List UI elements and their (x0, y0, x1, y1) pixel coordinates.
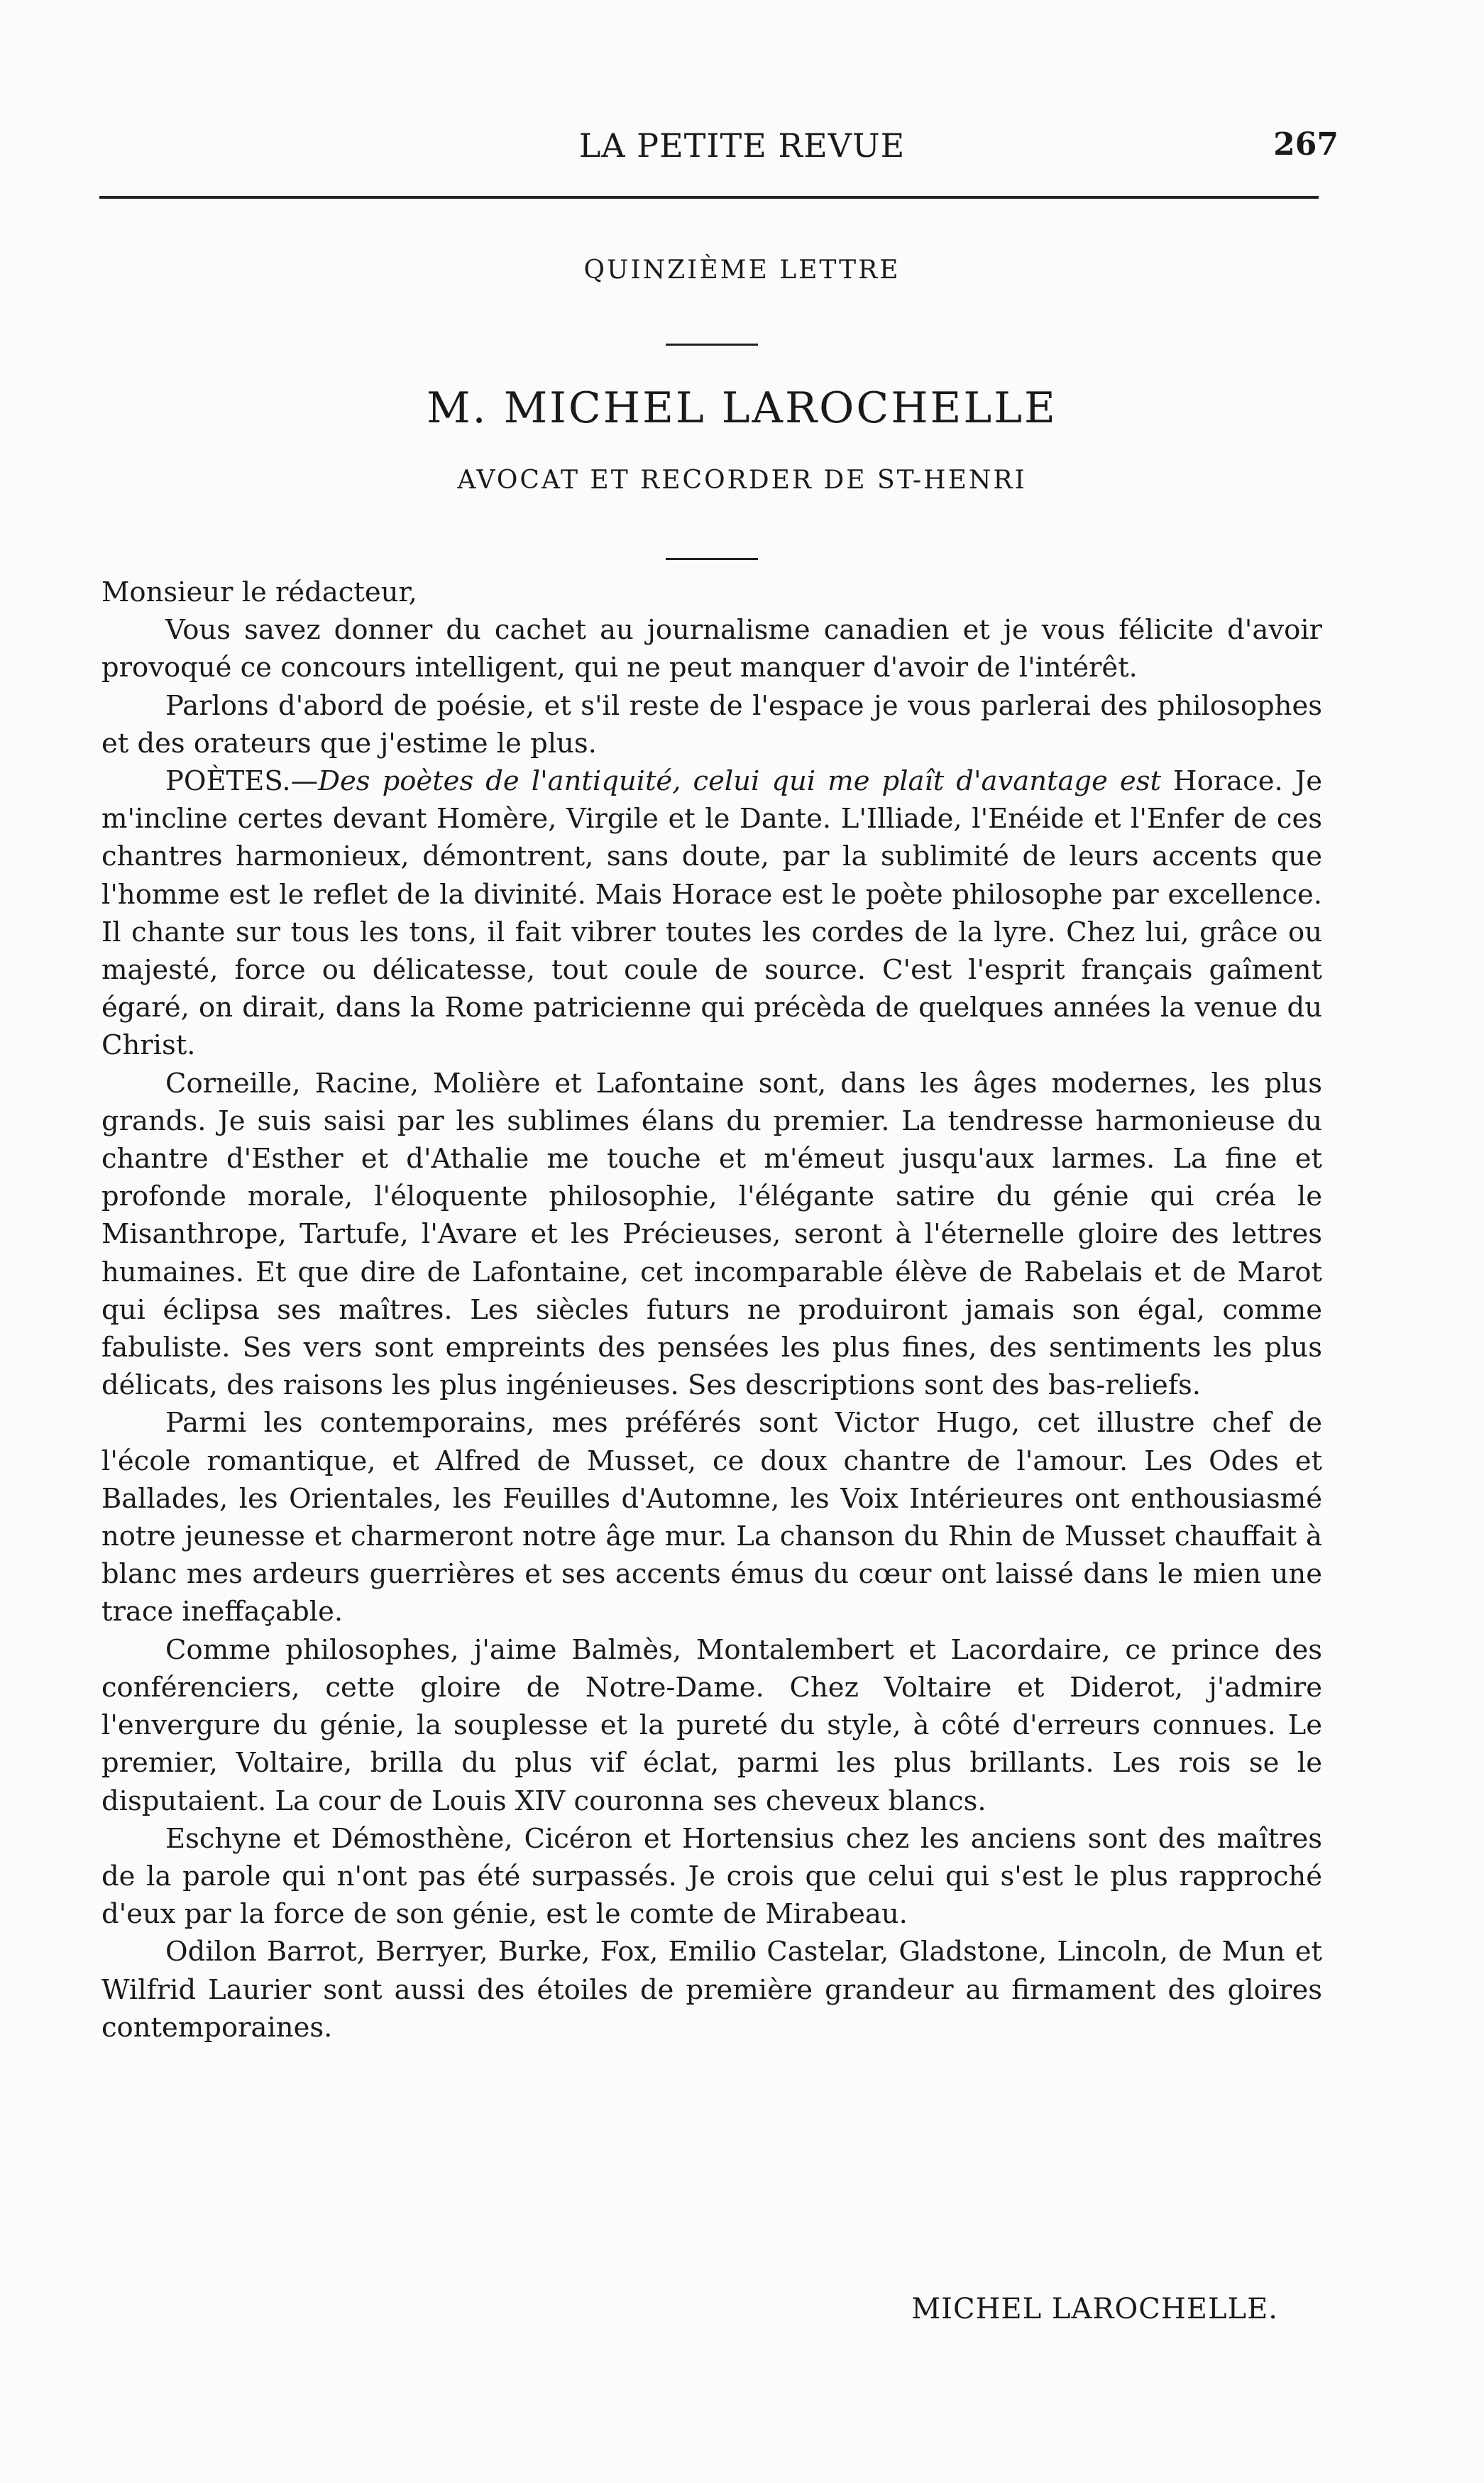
divider-rule (666, 344, 758, 346)
running-header (0, 126, 1484, 169)
header-rule (99, 196, 1319, 199)
journal-title: LA PETITE REVUE (578, 126, 906, 165)
paragraph: Comme philosophes, j'aime Balmès, Montalembert et Lacordaire, ce prince des conférenciers, cette gloire de Notre-Dame. Chez Voltaire et Diderot, j'admire l'envergure du génie, la souplesse et la pureté du style, à côté d'erreurs connues. Le premier, Voltaire, brilla du plus vif éclat, parmi les plus brillants. Les rois se le disputaient. La cour de Louis XIV couronna ses cheveux blancs. (101, 1633, 1322, 1817)
paragraph: Corneille, Racine, Molière et Lafontaine sont, dans les âges modernes, les plus grands. Je suis saisi par les sublimes élans du premier. La tendresse harmonieuse du chantre d'Esther et d'Athalie me touche et m'émeut jusqu'aux larmes. La fine et profonde morale, l'éloquente philosophie, l'élégante satire du génie qui créa le Misanthrope, Tartufe, l'Avare et les Précieuses, seront à l'éternelle gloire des lettres humaines. Et que dire de Lafontaine, cet incomparable élève de Rabelais et de Marot qui éclipsa ses maîtres. Les siècles futurs ne produiront jamais son égal, comme fabuliste. Ses vers sont empreints des pensées les plus fines, des sentiments les plus délicats, des raisons les plus ingénieuses. Ses descriptions sont des bas-reliefs. (101, 1067, 1322, 1402)
author-role: AVOCAT ET RECORDER DE ST-HENRI (457, 466, 1027, 495)
author-name: M. MICHEL LAROCHELLE (427, 383, 1057, 433)
page-number: 267 (1273, 126, 1339, 163)
signature: MICHEL LAROCHELLE. (911, 2293, 1278, 2325)
letter-number: QUINZIÈME LETTRE (583, 256, 901, 285)
poets-heading: POÈTES.— (165, 765, 319, 798)
paragraph-poets (101, 762, 1322, 1065)
paragraph: Parmi les contemporains, mes préférés sont Victor Hugo, cet illustre chef de l'école romantique, et Alfred de Musset, ce doux chantre de l'amour. Les Odes et Ballades, les Orientales, les Feuilles d'Automne, les Voix Intérieures ont enthousiasmé notre jeunesse et charmeront notre âge mur. La chanson du Rhin de Musset chauffait à blanc mes ardeurs guerrières et ses accents émus du cœur ont laissé dans le mien une trace ineffaçable. (101, 1407, 1322, 1628)
paragraph: Parlons d'abord de poésie, et s'il reste de l'espace je vous parlerai des philosophes et des orateurs que j'estime le plus. (101, 689, 1322, 760)
divider-rule (666, 558, 758, 560)
poets-text: Horace. Je m'incline certes devant Homère, Virgile et le Dante. L'Illiade, l'Enéide et l'Enfer de ces chantres harmonieux, démontrent, sans doute, par la sublimité de leurs accents que l'homme est le reflet de la divinité. Mais Horace est le poète philosophe par excellence. Il chante sur tous les tons, il fait vibrer toutes les cordes de la lyre. Chez lui, grâce ou majesté, force ou délicatesse, tout coule de source. C'est l'esprit français gaîment égaré, on dirait, dans la Rome patricienne qui précèda de quelques années la venue du Christ. (101, 765, 1322, 1062)
paragraph: Vous savez donner du cachet au journalisme canadien et je vous félicite d'avoir provoqué ce concours intelligent, qui ne peut manquer d'avoir de l'intérêt. (101, 614, 1322, 684)
poets-lead-italic: Des poètes de l'antiquité, celui qui me plaît d'avantage est (318, 765, 1161, 798)
article-body (101, 574, 1322, 2046)
salutation: Monsieur le rédacteur, (101, 576, 417, 608)
paragraph: Eschyne et Démosthène, Cicéron et Hortensius chez les anciens sont des maîtres de la parole qui n'ont pas été surpassés. Je crois que celui qui s'est le plus rapproché d'eux par la force de son génie, est le comte de Mirabeau. (101, 1822, 1322, 1931)
paragraph: Odilon Barrot, Berryer, Burke, Fox, Emilio Castelar, Gladstone, Lincoln, de Mun et Wilfrid Laurier sont aussi des étoiles de première grandeur au firmament des gloires contemporaines. (101, 1936, 1322, 2044)
